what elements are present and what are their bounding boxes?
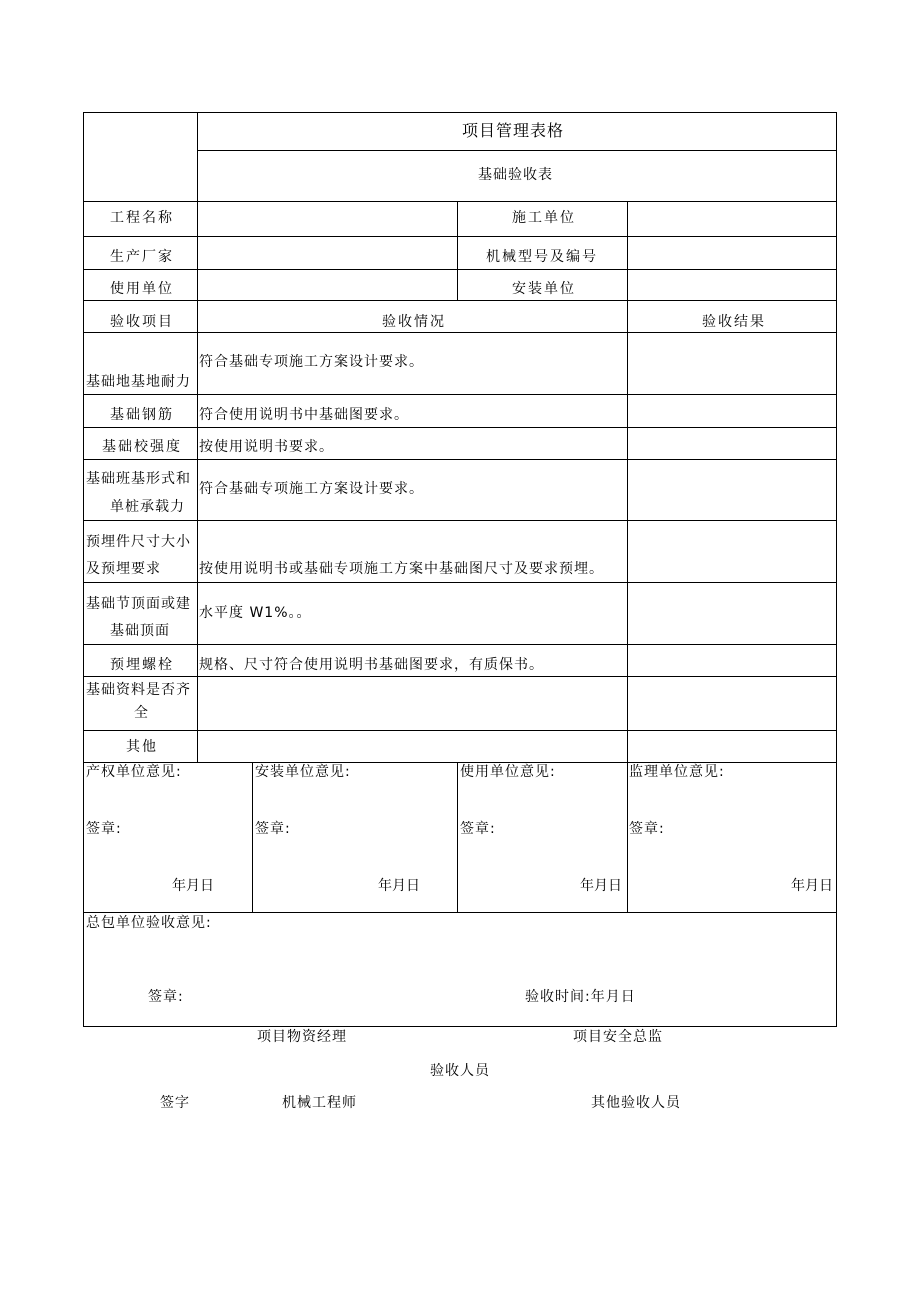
general-contractor-opinion-label: 总包单位验收意见:: [86, 915, 212, 931]
row-situation-top-surface: 水平度 W1%。。: [199, 605, 312, 621]
grid-line: [83, 112, 84, 1027]
row-situation-rebar: 符合使用说明书中基础图要求。: [199, 407, 409, 423]
other-inspectors-label: 其他验收人员: [591, 1095, 681, 1111]
grid-line: [197, 112, 198, 762]
owner-date-label: 年月日: [172, 878, 214, 894]
row-situation-foundation-bearing: 符合基础专项施工方案设计要求。: [199, 354, 424, 370]
row-item-documents-line1: 基础资料是否齐: [86, 682, 191, 698]
installer-opinion-label: 安装单位意见:: [255, 764, 351, 780]
row-item-strength: 基础校强度: [102, 439, 182, 455]
installer-date-label: 年月日: [378, 878, 420, 894]
general-contractor-seal-label: 签章:: [148, 989, 184, 1005]
user-opinion-label: 使用单位意见:: [460, 764, 556, 780]
row-item-foundation-bearing: 基础地基地耐力: [86, 374, 191, 390]
supervisor-opinion-label: 监理单位意见:: [629, 764, 725, 780]
row-item-other: 其他: [126, 739, 158, 755]
owner-seal-label: 签章:: [86, 821, 122, 837]
grid-line: [83, 912, 837, 913]
grid-line: [197, 150, 837, 151]
sign-label: 签字: [160, 1095, 190, 1111]
row-item-top-surface-line1: 基础节顶面或建: [86, 596, 191, 612]
row-situation-strength: 按使用说明书要求。: [199, 439, 334, 455]
row-item-pile-line2: 单桩承载力: [110, 499, 185, 515]
acceptance-time-label: 验收时间:年月日: [525, 989, 636, 1005]
material-manager-label: 项目物资经理: [257, 1029, 347, 1045]
grid-line: [457, 201, 458, 300]
row-item-top-surface-line2: 基础顶面: [110, 623, 170, 639]
row-item-embedded-line1: 预埋件尺寸大小: [86, 534, 191, 550]
mechanical-engineer-label: 机械工程师: [282, 1095, 357, 1111]
column-header-item: 验收项目: [110, 314, 174, 330]
grid-line: [83, 1026, 837, 1027]
page-title: 项目管理表格: [462, 121, 565, 140]
user-unit-label: 使用单位: [110, 281, 174, 297]
grid-line: [627, 300, 628, 762]
row-item-rebar: 基础钢筋: [110, 407, 174, 423]
row-item-embedded-line2: 及预埋要求: [86, 561, 161, 577]
grid-line: [627, 201, 628, 300]
grid-line: [252, 762, 253, 912]
row-situation-embedded: 按使用说明书或基础专项施工方案中基础图尺寸及要求预埋。: [199, 561, 604, 577]
grid-line: [627, 762, 628, 912]
manufacturer-label: 生产厂家: [110, 249, 174, 265]
form-subtitle: 基础验收表: [478, 167, 553, 183]
grid-line: [83, 762, 837, 763]
row-item-pile-line1: 基础班基形式和: [86, 471, 191, 487]
row-item-anchor-bolts: 预埋螺栓: [110, 657, 174, 673]
supervisor-date-label: 年月日: [791, 878, 833, 894]
grid-line: [836, 112, 837, 1027]
column-header-result: 验收结果: [702, 314, 766, 330]
owner-opinion-label: 产权单位意见:: [86, 764, 182, 780]
machine-model-label: 机械型号及编号: [486, 249, 598, 265]
grid-line: [457, 762, 458, 912]
row-item-documents-line2: 全: [134, 705, 149, 721]
installer-seal-label: 签章:: [255, 821, 291, 837]
supervisor-seal-label: 签章:: [629, 821, 665, 837]
install-unit-label: 安装单位: [512, 281, 576, 297]
inspectors-label: 验收人员: [430, 1063, 490, 1079]
user-date-label: 年月日: [580, 878, 622, 894]
construction-unit-label: 施工单位: [512, 210, 576, 226]
column-header-situation: 验收情况: [382, 314, 446, 330]
safety-director-label: 项目安全总监: [573, 1029, 663, 1045]
project-name-label: 工程名称: [110, 210, 174, 226]
row-situation-anchor-bolts: 规格、尺寸符合使用说明书基础图要求，有质保书。: [199, 657, 544, 673]
user-seal-label: 签章:: [460, 821, 496, 837]
row-situation-pile: 符合基础专项施工方案设计要求。: [199, 481, 424, 497]
